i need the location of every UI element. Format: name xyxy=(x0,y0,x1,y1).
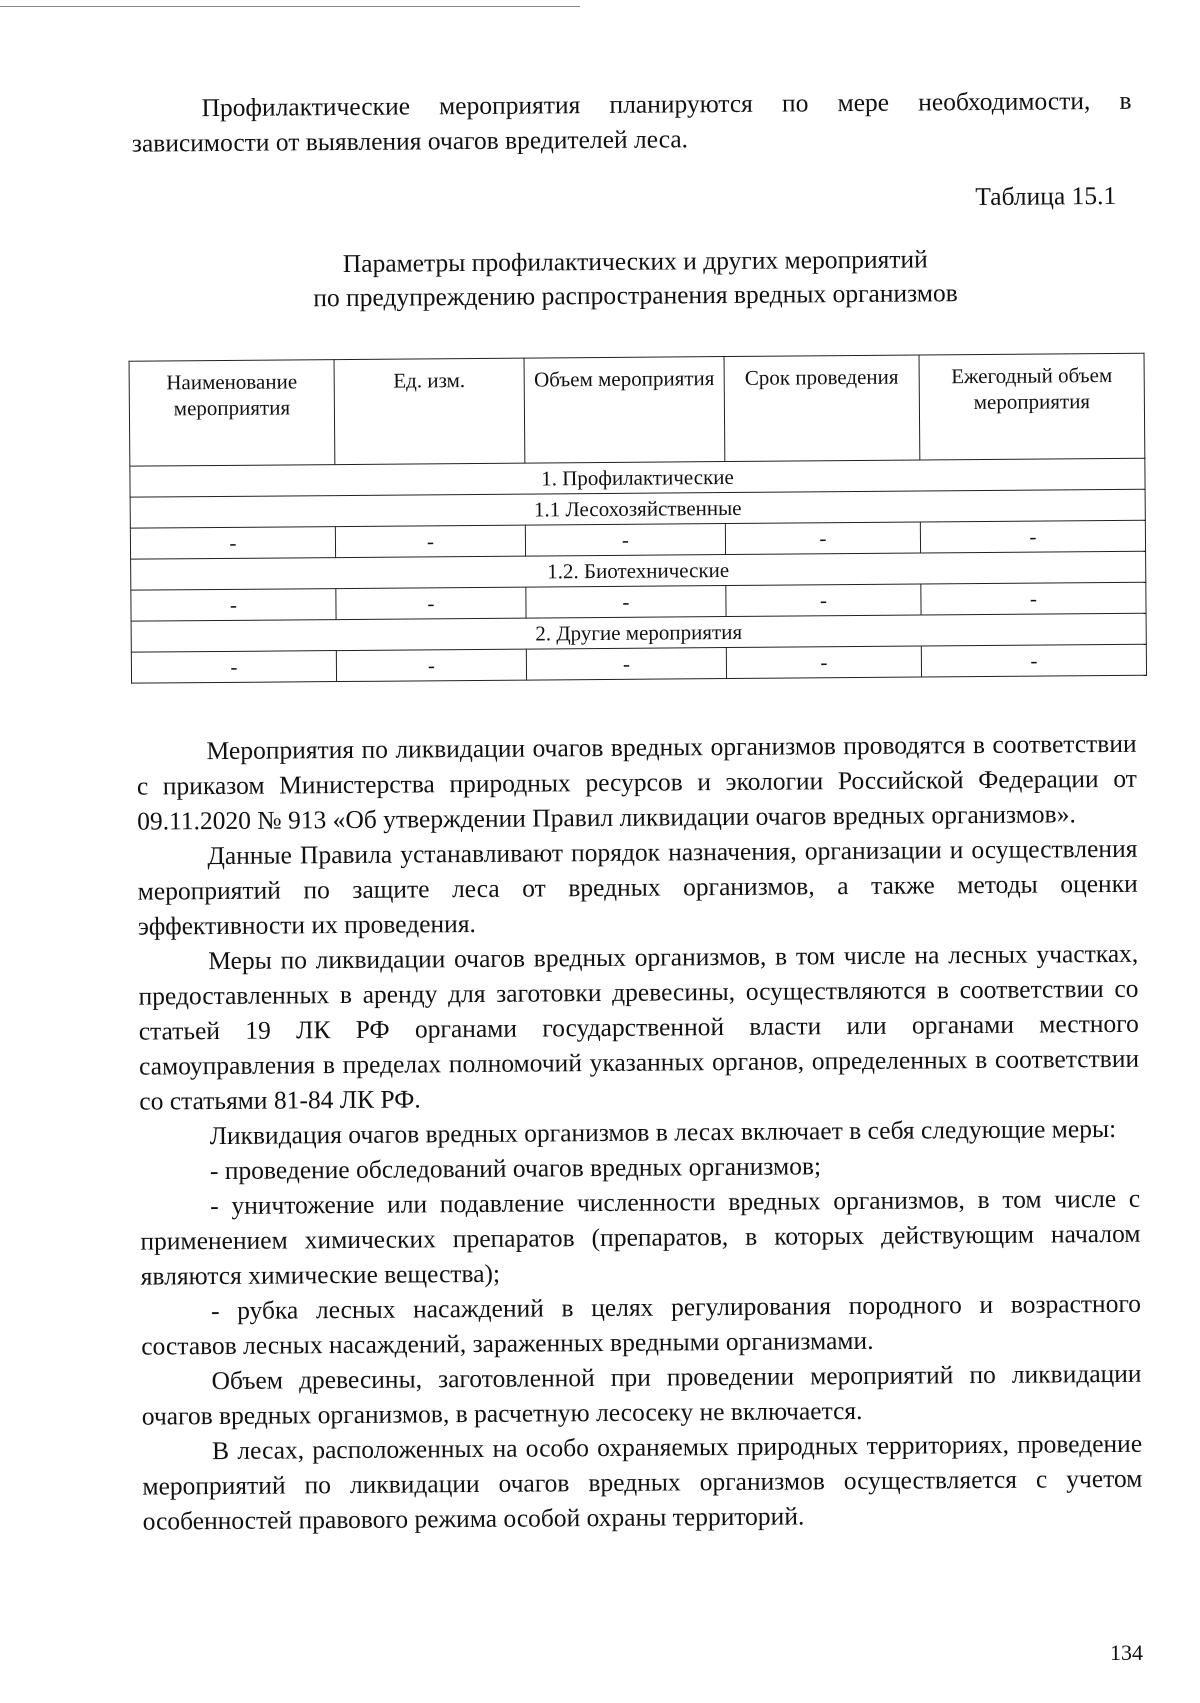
paragraph-liquidation: Ликвидация очагов вредных организмов в лесах включает в себя следующие меры: xyxy=(209,1113,1117,1151)
list-item-survey: - проведение обследований очагов вредных организмов; xyxy=(209,1151,822,1186)
section-preventive: 1. Профилактические xyxy=(130,458,1145,497)
table-title xyxy=(128,241,1144,317)
table-cell: - xyxy=(336,587,526,619)
table-cell: - xyxy=(335,525,525,557)
table-cell: - xyxy=(525,524,725,557)
table-cell: - xyxy=(526,648,726,681)
paragraph-timber-volume: Объем древесины, заготовленной при проведении мероприятий по ликвидации очагов вредных организмов, в расчетную лесосеку не включается. xyxy=(141,1358,1142,1431)
list-item-felling: - рубка лесных насаждений в целях регулирования породного и возрастного составов лесных насаждений, зараженных вредными организмами. xyxy=(141,1288,1142,1361)
header-term: Срок проведения xyxy=(724,355,920,462)
header-volume: Объем мероприятия xyxy=(524,357,725,464)
table-cell: - xyxy=(725,522,920,555)
table-cell: - xyxy=(921,582,1146,615)
table-cell: - xyxy=(726,584,921,617)
body-text xyxy=(136,726,1142,1539)
section-other: 2. Другие мероприятия xyxy=(131,613,1146,652)
measures-table xyxy=(129,353,1148,684)
section-biotechnical: 1.2. Биотехнические xyxy=(131,551,1146,590)
section-forestry: 1.1 Лесохозяйственные xyxy=(130,489,1145,528)
table-row xyxy=(131,644,1146,683)
table-cell: - xyxy=(920,520,1145,553)
table-cell: - xyxy=(336,649,526,681)
paragraph-measures: Меры по ликвидации очагов вредных организмов, в том числе на лесных участках, предоставленных в аренду для заготовки древесины, осуществляются в соответствии со статьей 19 ЛК РФ органами государственной власти или органами местного самоуправления в пределах полномочий указанных органов, определенных в соответствии со статьями 81-84 ЛК РФ. xyxy=(138,938,1140,1116)
header-annual-volume: Ежегодный объем мероприятия xyxy=(919,353,1145,460)
table-cell: - xyxy=(130,527,335,560)
header-name: Наименование мероприятия xyxy=(129,360,335,467)
table-title-line1: Параметры профилактических и других мероприятий xyxy=(342,244,928,279)
header-unit: Ед. изм. xyxy=(334,358,525,464)
intro-paragraph: Профилактические мероприятия планируются по мере необходимости, в зависимости от выявления очагов вредителей леса. xyxy=(131,85,1132,158)
table-cell: - xyxy=(526,586,726,619)
page-number: 134 xyxy=(1110,1640,1143,1665)
table-cell: - xyxy=(131,589,336,622)
paragraph-order: Мероприятия по ликвидации очагов вредных организмов проводятся в соответствии с приказом Министерства природных ресурсов и экологии Российской Федерации от 09.11.2020 № 913 «Об утверждении Правил ликвидации очагов вредных организмов». xyxy=(136,728,1137,836)
table-header-row xyxy=(129,353,1145,466)
table-cell: - xyxy=(921,644,1146,677)
table-title-line2: по предупреждению распространения вредных организмов xyxy=(313,278,958,313)
list-item-destruction: - уничтожение или подавление численности вредных организмов, в том числе с применением химических препаратов (препаратов, в которых действующим началом являются химические вещества); xyxy=(140,1183,1141,1291)
paragraph-protected-areas: В лесах, расположенных на особо охраняемых природных территориях, проведение мероприятий по ликвидации очагов вредных организмов осуществляется с учетом особенностей правового режима особой охраны территорий. xyxy=(142,1428,1143,1536)
table-label: Таблица 15.1 xyxy=(975,180,1117,212)
table-cell: - xyxy=(726,646,921,679)
table-cell: - xyxy=(131,651,336,684)
paragraph-rules: Данные Правила устанавливают порядок назначения, организации и осуществления мероприятий по защите леса от вредных организмов, а также методы оценки эффективности их проведения. xyxy=(137,833,1138,941)
